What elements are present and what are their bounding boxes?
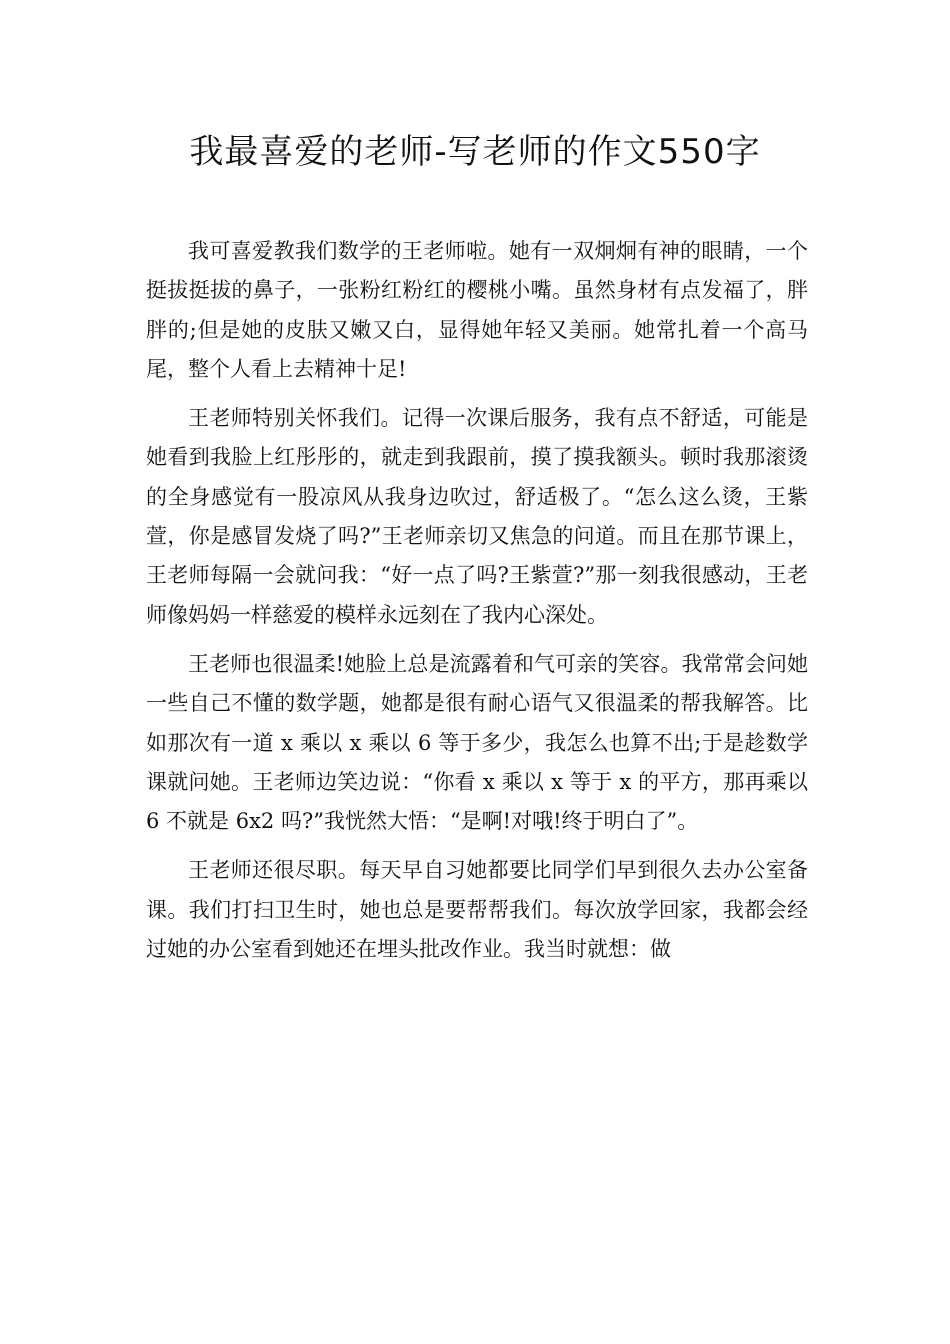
paragraph-1: 我可喜爱教我们数学的王老师啦。她有一双炯炯有神的眼睛，一个挺拔挺拔的鼻子，一张粉红粉红的樱桃小嘴。虽然身材有点发福了，胖胖的;但是她的皮肤又嫩又白，显得她年轻又美丽。她常扎着一个高马尾，整个人看上去精神十足! xyxy=(146,239,808,381)
paragraph-4: 王老师还很尽职。每天早自习她都要比同学们早到很久去办公室备课。我们打扫卫生时，她也总是要帮帮我们。每次放学回家，我都会经过她的办公室看到她还在埋头批改作业。我当时就想：做 xyxy=(146,858,808,962)
paragraph-2: 王老师特别关怀我们。记得一次课后服务，我有点不舒适，可能是她看到我脸上红彤彤的，就走到我跟前，摸了摸我额头。顿时我那滚烫的全身感觉有一股凉风从我身边吹过，舒适极了。“怎么这么烫，王紫萱，你是感冒发烧了吗?”王老师亲切又焦急的问道。而且在那节课上，王老师每隔一会就问我：“好一点了吗?王紫萱?”那一刻我很感动，王老师像妈妈一样慈爱的模样永远刻在了我内心深处。 xyxy=(146,406,808,627)
page-title: 我最喜爱的老师-写老师的作文550字 xyxy=(189,132,761,172)
paragraph-3: 王老师也很温柔!她脸上总是流露着和气可亲的笑容。我常常会问她一些自己不懂的数学题，她都是很有耐心语气又很温柔的帮我解答。比如那次有一道 x 乘以 x 乘以 6 等于多少，我怎么也算不出;于是趁数学课就问她。王老师边笑边说：“你看 x 乘以 x 等于 x 的平方，那再乘以 6 不就是 6x2 吗?”我恍然大悟：“是啊!对哦!终于明白了”。 xyxy=(146,651,808,834)
essay-body xyxy=(146,232,808,979)
